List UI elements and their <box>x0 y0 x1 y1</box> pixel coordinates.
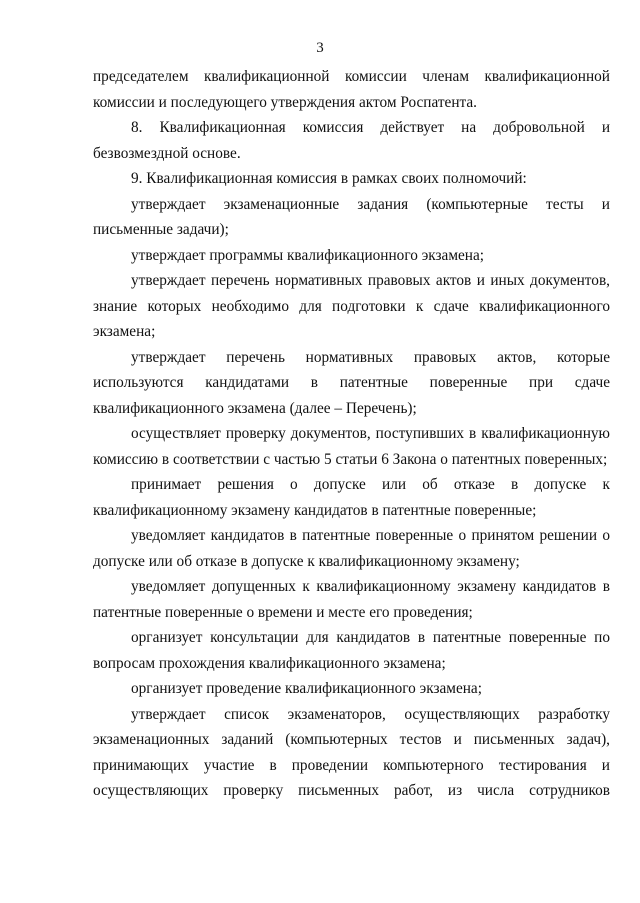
paragraph-item-9: 9. Квалификационная комиссия в рамках своих полномочий: <box>131 170 527 187</box>
paragraph-organizes-consultations: организует консультации для кандидатов в патентные поверенные по вопросам прохождения квалификационного экзамена; <box>93 629 610 672</box>
paragraph-admission-decision: принимает решения о допуске или об отказе в допуске к квалификационному экзамену кандидатов в патентные поверенные; <box>93 476 610 519</box>
paragraph-item-8: 8. Квалификационная комиссия действует на добровольной и безвозмездной основе. <box>93 119 610 162</box>
document-body <box>93 64 610 804</box>
page-number: 3 <box>316 40 324 56</box>
paragraph-continuation: председателем квалификационной комиссии членам квалификационной комиссии и последующего утверждения актом Роспатента. <box>93 68 610 111</box>
paragraph-approves-acts-list: утверждает перечень нормативных правовых актов и иных документов, знание которых необходимо для подготовки к сдаче квалификационного экзамена; <box>93 272 610 340</box>
paragraph-checks-documents: осуществляет проверку документов, поступивших в квалификационную комиссию в соответствии с частью 5 статьи 6 Закона о патентных поверенных; <box>93 425 610 468</box>
paragraph-approves-examiners: утверждает список экзаменаторов, осуществляющих разработку экзаменационных заданий (компьютерных тестов и письменных задач), принимающих участие в проведении компьютерного тестирования и осуществляющих проверку письменных работ, из числа сотрудников <box>93 705 610 799</box>
paragraph-organizes-exam: организует проведение квалификационного экзамена; <box>131 680 482 697</box>
paragraph-approves-programs: утверждает программы квалификационного экзамена; <box>131 246 485 264</box>
paragraph-notifies-time-place: уведомляет допущенных к квалификационному экзамену кандидатов в патентные поверенные о времени и месте его проведения; <box>93 578 610 621</box>
paragraph-approves-tasks: утверждает экзаменационные задания (компьютерные тесты и письменные задачи); <box>93 195 610 238</box>
paragraph-notifies-decision: уведомляет кандидатов в патентные поверенные о принятом решении о допуске или об отказе в допуске к квалификационному экзамену; <box>93 527 610 570</box>
paragraph-approves-list-used: утверждает перечень нормативных правовых актов, которые используются кандидатами в патентные поверенные при сдаче квалификационного экзамена (далее – Перечень); <box>93 348 610 417</box>
